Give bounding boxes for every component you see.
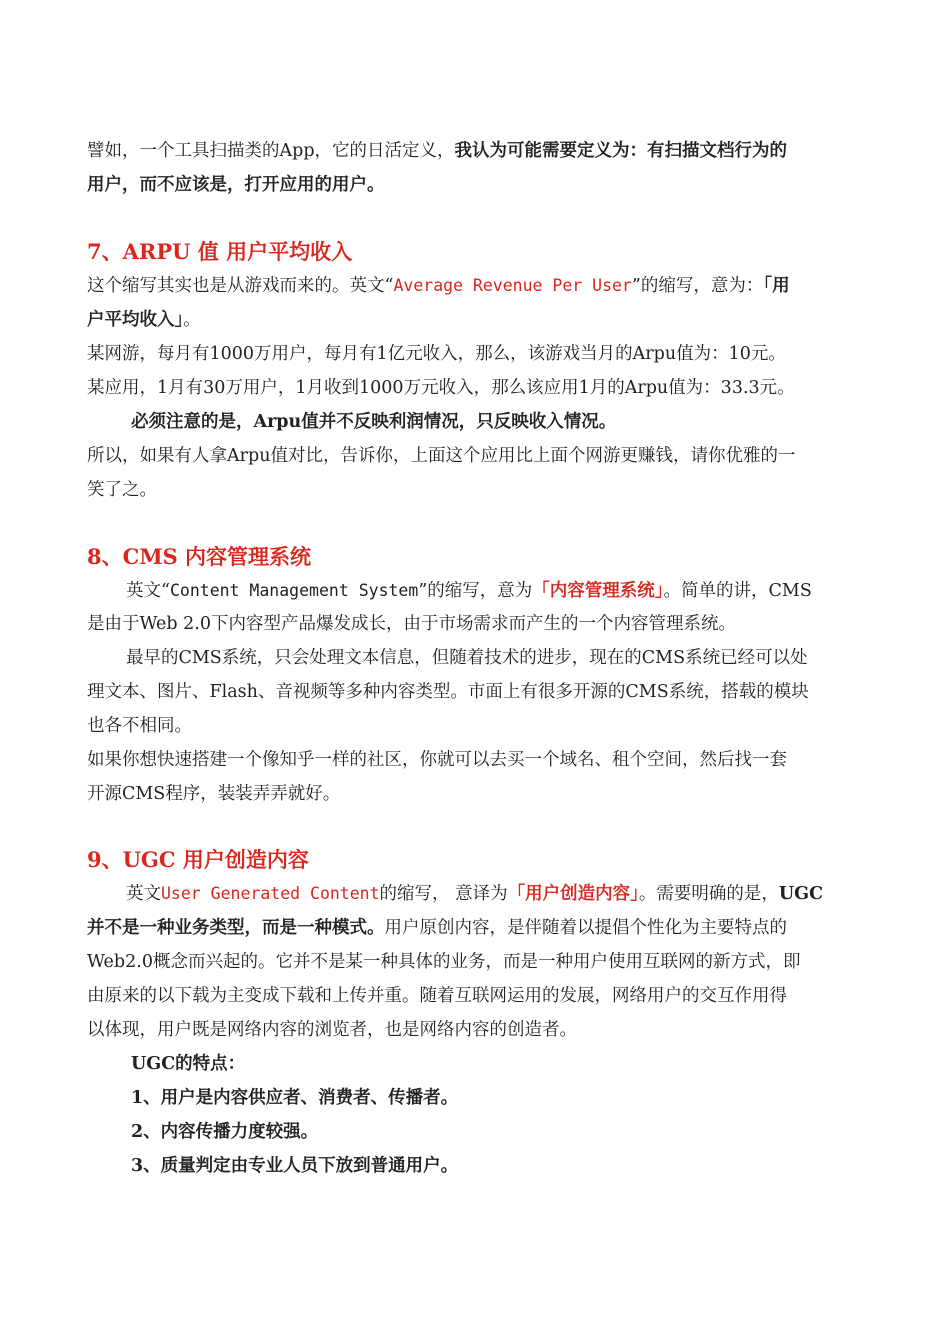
ugc-feature-item: 3、质量判定由专业人员下放到普通用户。 [131, 1156, 459, 1176]
bold-text: 并不是一种业务类型，而是一种模式。 [87, 918, 385, 938]
arpu-conclusion-1: 所以，如果有人拿Arpu值对比，告诉你，上面这个应用比上面个网游更赚钱，请你优雅的一 [87, 446, 796, 466]
text: 。需要明确的是， [638, 884, 779, 904]
cms-paragraph-3-l1: 如果你想快速搭建一个像知乎一样的社区，你就可以去买一个域名、租个空间，然后找一套 [87, 750, 787, 770]
intro-bold-text: 我认为可能需要定义为：有扫描文档行为的 [454, 141, 788, 161]
ugc-features-title: UGC的特点： [131, 1054, 246, 1074]
text: 英文 [126, 884, 161, 904]
arpu-paragraph-1-cont [87, 308, 862, 332]
arpu-example-app: 某应用，1月有30万用户，1月收到1000万元收入，那么该应用1月的Arpu值为：33.3元。 [87, 378, 795, 398]
text: 这个缩写其实也是从游戏而来的。英文“ [87, 276, 394, 296]
text: ”的缩写，意为： [631, 276, 764, 296]
ugc-paragraph-1 [126, 882, 862, 906]
term: Content Management System [169, 581, 419, 600]
text: 用户原创内容，是伴随着以提倡个性化为主要特点的 [384, 918, 787, 938]
cms-paragraph-1 [126, 579, 862, 603]
text: 英文“ [126, 581, 170, 601]
cms-paragraph-2-l1: 最早的CMS系统，只会处理文本信息，但随着技术的进步，现在的CMS系统已经可以处 [126, 648, 808, 668]
term-highlight: 「用户创造内容」 [507, 884, 639, 904]
intro-line-2: 用户，而不应该是，打开应用的用户。 [87, 175, 385, 195]
cms-paragraph-1-cont: 是由于Web 2.0下内容型产品爆发成长，由于市场需求而产生的一个内容管理系统。 [87, 614, 737, 634]
text: 的缩写， 意译为 [379, 884, 508, 904]
cms-paragraph-2-l3: 也各不相同。 [87, 716, 192, 736]
text: ”的缩写，意为 [418, 581, 533, 601]
arpu-conclusion-2: 笑了之。 [87, 480, 157, 500]
term-highlight: User Generated Content [161, 884, 380, 903]
ugc-paragraph-1-l2 [87, 916, 862, 940]
section-heading-ugc: 9、UGC 用户创造内容 [87, 847, 309, 872]
intro-line-1 [87, 139, 862, 163]
section-heading-cms: 8、CMS 内容管理系统 [87, 544, 312, 569]
ugc-feature-item: 1、用户是内容供应者、消费者、传播者。 [131, 1088, 459, 1108]
term-highlight: 「内容管理系统」 [532, 581, 664, 601]
arpu-example-game: 某网游，每月有1000万用户，每月有1亿元收入，那么，该游戏当月的Arpu值为：10元。 [87, 344, 786, 364]
section-heading-arpu: 7、ARPU 值 用户平均收入 [87, 239, 353, 264]
arpu-paragraph-1 [87, 274, 862, 298]
ugc-paragraph-1-l3: Web2.0概念而兴起的。它并不是某一种具体的业务，而是一种用户使用互联网的新方式，即 [87, 952, 801, 972]
ugc-paragraph-1-l4: 由原来的以下载为主变成下载和上传并重。随着互联网运用的发展，网络用户的交互作用得 [87, 986, 787, 1006]
text: 。简单的讲，CMS [663, 581, 812, 601]
ugc-paragraph-1-l5: 以体现，用户既是网络内容的浏览者，也是网络内容的创造者。 [87, 1020, 577, 1040]
cms-paragraph-2-l2: 理文本、图片、Flash、音视频等多种内容类型。市面上有很多开源的CMS系统，搭载的模块 [87, 682, 809, 702]
text: 。 [183, 310, 201, 330]
intro-text: 譬如，一个工具扫描类的App，它的日活定义， [87, 141, 455, 161]
cms-paragraph-3-l2: 开源CMS程序，装装弄弄就好。 [87, 784, 341, 804]
bold-text: 户平均收入」 [87, 310, 184, 330]
ugc-feature-item: 2、内容传播力度较强。 [131, 1122, 319, 1142]
arpu-note: 必须注意的是，Arpu值并不反映利润情况，只反映收入情况。 [131, 412, 617, 432]
bold-text: UGC [778, 884, 823, 904]
bold-text: 「用 [763, 276, 790, 296]
term-highlight: Average Revenue Per User [393, 276, 632, 295]
